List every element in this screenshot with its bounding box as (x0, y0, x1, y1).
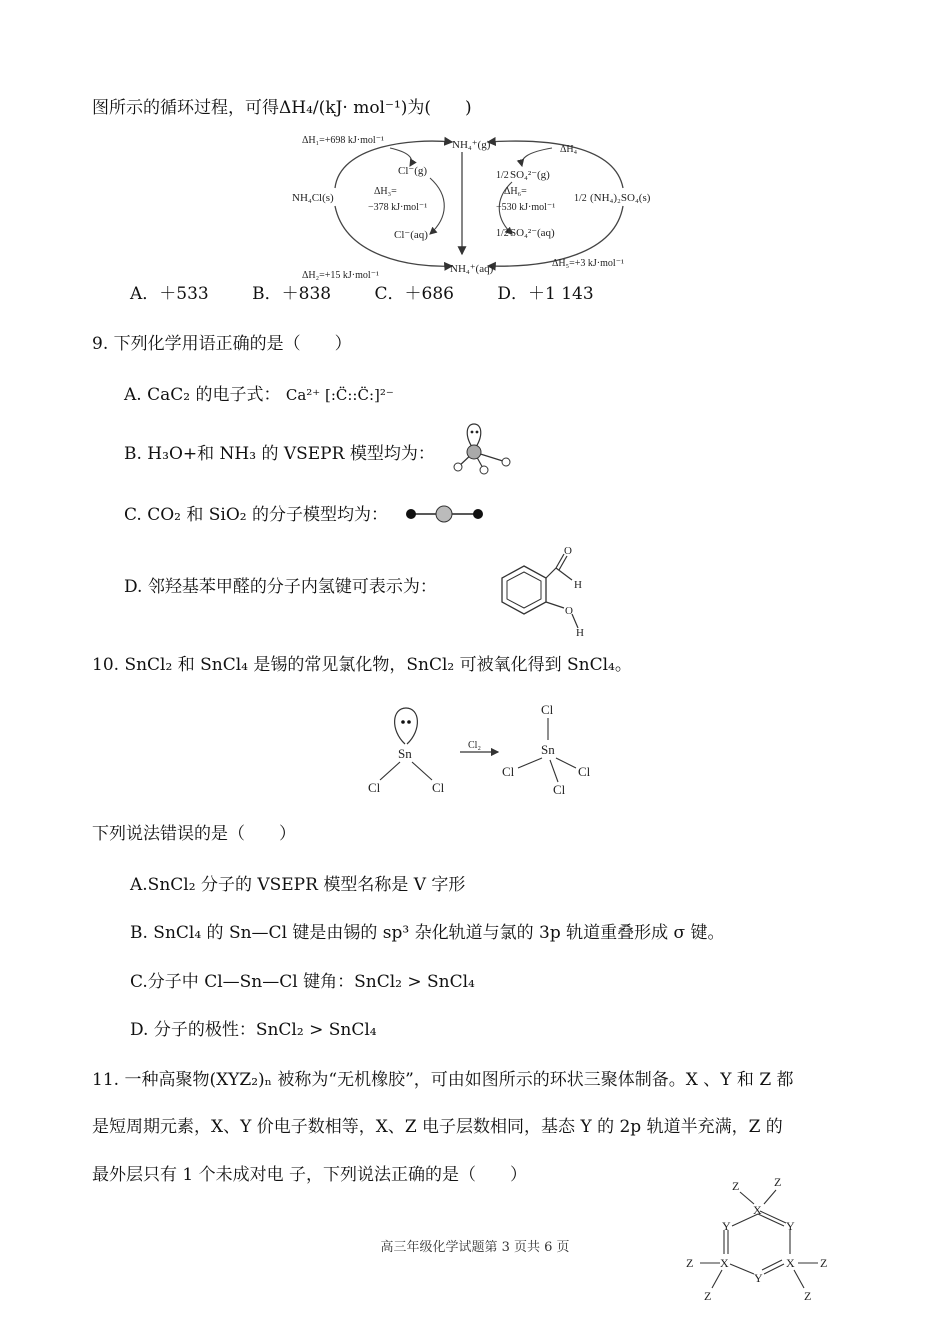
q10-ask: 下列说法错误的是（ ） (92, 824, 296, 844)
sncl4-sn: Sn (541, 742, 555, 757)
vsepr-tetrahedral-model (448, 422, 518, 474)
q11-line-2: 是短周期元素，X、Y 价电子数相等，X、Z 电子层数相同，基态 Y 的 2p 轨道半充满，Z 的 (92, 1117, 783, 1137)
q8-stem: 图所示的循环过程，可得ΔH₄/(kJ· mol⁻¹)为( ) (92, 98, 472, 118)
trimer-y-right: Y (786, 1219, 795, 1233)
q8-option-c[interactable]: C．＋686 (374, 284, 454, 304)
label-so4g: SO₄²⁻(g) (510, 169, 550, 181)
linear-molecule-model (404, 504, 486, 524)
trimer-z-5: Z (820, 1256, 828, 1270)
q8-options (130, 283, 632, 305)
q9-option-a-text: A. CaC₂ 的电子式： (124, 385, 281, 405)
q10-option-c[interactable]: C.分子中 Cl—Sn—Cl 键角：SnCl₂ > SnCl₄ (130, 972, 475, 992)
sncl2-to-sncl4-reaction (360, 700, 610, 800)
trimer-y-left: Y (722, 1219, 731, 1233)
q11-line-1: 11. 一种高聚物(XYZ₂)ₙ 被称为“无机橡胶”，可由如图所示的环状三聚体制备。X 、Y 和 Z 都 (92, 1070, 794, 1090)
label-dh4: ΔH₄ (560, 144, 578, 155)
page-footer: 高三年级化学试题第 3 页共 6 页 (380, 1240, 570, 1255)
arrow-so4g (522, 148, 552, 166)
reagent-cl2: Cl₂ (468, 740, 481, 751)
label-dh3a: ΔH₃= (374, 186, 397, 197)
q10-option-d[interactable]: D. 分子的极性：SnCl₂ > SnCl₄ (130, 1020, 377, 1040)
q11-line-3: 最外层只有 1 个未成对电 子，下列说法正确的是（ ） (92, 1165, 528, 1185)
trimer-y-bottom: Y (754, 1271, 763, 1285)
trimer-z-2: Z (774, 1175, 782, 1189)
arrow-clg (390, 148, 412, 166)
trimer-x-right: X (786, 1256, 795, 1270)
atom-o-hydroxyl: O (565, 605, 573, 617)
q8-option-b[interactable]: B．＋838 (252, 284, 332, 304)
trimer-x-left: X (720, 1256, 729, 1270)
cac2-electron-formula: Ca²⁺ [:C̈::C̈:]²⁻ (285, 386, 394, 404)
label-dh6a: ΔH₆= (504, 186, 527, 197)
trimer-z-1: Z (732, 1179, 740, 1193)
trimer-z-3: Z (686, 1256, 694, 1270)
atom-h-hydroxyl: H (576, 627, 584, 639)
sncl2-cl-2: Cl (432, 780, 445, 795)
label-nh42so4: (NH₄)₂SO₄(s) (590, 192, 651, 204)
label-dh6b: −530 kJ·mol⁻¹ (496, 202, 556, 213)
label-dh5: ΔH₅=+3 kJ·mol⁻¹ (552, 258, 624, 269)
label-dh2: ΔH₂=+15 kJ·mol⁻¹ (302, 270, 379, 281)
label-claq: Cl⁻(aq) (394, 229, 428, 241)
q9-option-b[interactable]: B. H₃O+和 NH₃ 的 VSEPR 模型均为： (124, 444, 435, 464)
sncl4-cl-right: Cl (578, 764, 591, 779)
q10-option-b[interactable]: B. SnCl₄ 的 Sn—Cl 键是由锡的 sp³ 杂化轨道与氯的 3p 轨道重叠形成 σ 键。 (130, 923, 725, 943)
label-dh3b: −378 kJ·mol⁻¹ (368, 202, 428, 213)
label-clg: Cl⁻(g) (398, 165, 428, 177)
trimer-z-4: Z (704, 1289, 712, 1303)
sncl4-cl-bottom: Cl (553, 782, 566, 797)
label-nh4aq: NH₄⁺(aq) (450, 263, 494, 275)
sncl4-cl-left: Cl (502, 764, 515, 779)
label-half-2: 1/2 (496, 228, 509, 239)
q8-option-d[interactable]: D．＋1 143 (497, 284, 594, 304)
q9-option-a[interactable] (124, 384, 394, 406)
label-half-1: 1/2 (496, 170, 509, 181)
label-nh4g: NH₄⁺(g) (452, 139, 491, 151)
trimer-z-6: Z (804, 1289, 812, 1303)
q9-stem: 9. 下列化学用语正确的是（ ） (92, 334, 352, 354)
q8-cycle-diagram (290, 126, 660, 281)
label-nh4cl: NH₄Cl(s) (292, 192, 334, 204)
sncl2-cl-1: Cl (368, 780, 381, 795)
sncl4-cl-top: Cl (541, 702, 554, 717)
q9-option-c[interactable]: C. CO₂ 和 SiO₂ 的分子模型均为： (124, 505, 389, 525)
atom-o-carbonyl: O (564, 545, 572, 557)
q9-option-d[interactable]: D. 邻羟基苯甲醛的分子内氢键可表示为： (124, 577, 437, 597)
hydroxybenzaldehyde-structure (494, 540, 594, 640)
label-so4aq: SO₄²⁻(aq) (510, 227, 555, 239)
q8-option-a[interactable]: A．＋533 (130, 284, 209, 304)
q10-stem: 10. SnCl₂ 和 SnCl₄ 是锡的常见氯化物，SnCl₂ 可被氧化得到 SnCl₄。 (92, 655, 632, 675)
label-half-3: 1/2 (574, 193, 587, 204)
sncl2-sn: Sn (398, 746, 412, 761)
atom-h-aldehyde: H (574, 579, 582, 591)
trimer-x-top: X (753, 1203, 762, 1217)
arrow-dh3 (430, 178, 444, 234)
q10-option-a[interactable]: A.SnCl₂ 分子的 VSEPR 模型名称是 V 字形 (130, 875, 466, 895)
arrow-dh1 (335, 141, 452, 188)
label-dh1: ΔH₁=+698 kJ·mol⁻¹ (302, 135, 384, 146)
